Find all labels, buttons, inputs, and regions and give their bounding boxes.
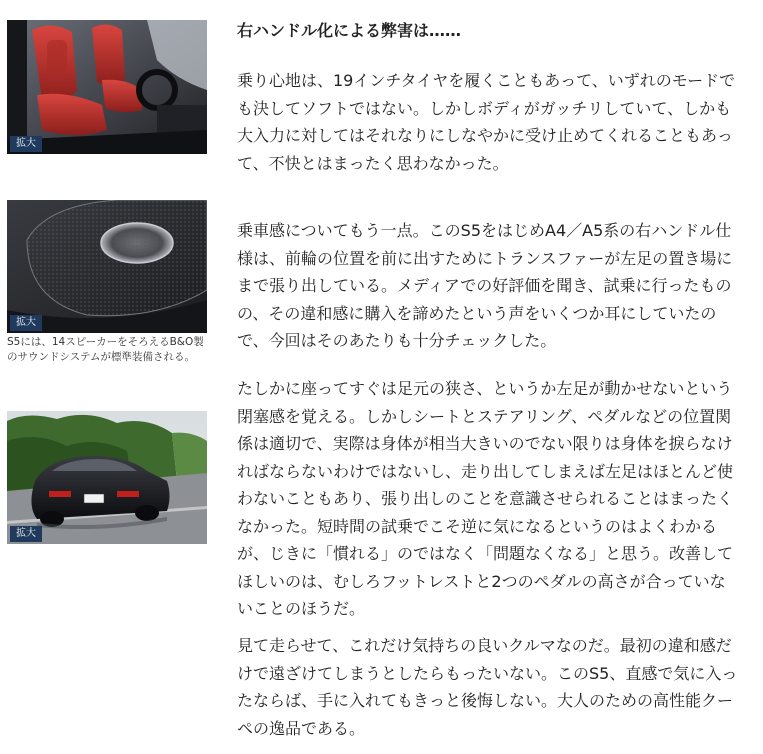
article-paragraph: たしかに座ってすぐは足元の狭さ、というか左足が動かせないという閉塞感を覚える。しかしシートとステアリング、ペダルなどの位置関係は適切で、実際は身体が相当大きいのでない限りは身体を捩らなければならないわけではないし、走り出してしまえば左足はほとんど使わないこともあり、張り出しのことを意識させられることはまったくなかった。短時間の試乗でこそ逆に気になるというのはよくわかるが、じきに「慣れる」のではなく「問題なくなる」と思う。改善してほしいのは、むしろフットレストと2つのペダルの高さが合っていないことのほうだ。 xyxy=(237,379,734,618)
car-driving-image xyxy=(7,411,207,544)
zoom-badge[interactable]: 拡大 xyxy=(10,526,42,542)
car-driving-photo[interactable] xyxy=(7,411,207,544)
article-paragraph: 乗車感についてもう一点。このS5をはじめA4／A5系の右ハンドル仕様は、前輪の位置を前に出すためにトランスファーが左足の置き場にまで張り出している。メディアでの好評価を聞き、試乗に行ったものの、その違和感に購入を諦めたという声をいくつか耳にしていたので、今回はそのあたりも十分チェックした。 xyxy=(237,221,733,350)
speaker-photo[interactable] xyxy=(7,200,207,333)
speaker-image xyxy=(7,200,207,333)
article-heading: 右ハンドル化による弊害は…… xyxy=(237,21,462,40)
article-paragraph: 見て走らせて、これだけ気持ちの良いクルマなのだ。最初の違和感だけで遠ざけてしまうとしたらもったいない。このS5、直感で気に入ったならば、手に入れてもきっと後悔しない。大人のための高性能クーペの逸品である。 xyxy=(237,636,738,738)
zoom-badge[interactable]: 拡大 xyxy=(10,315,42,331)
interior-seats-photo[interactable] xyxy=(7,20,207,154)
article-paragraph: 乗り心地は、19インチタイヤを履くこともあって、いずれのモードでも決してソフトではない。しかしボディがガッチリしていて、しかも大入力に対してはそれなりにしなやかに受け止めてくれることもあって、不快とはまったく思わなかった。 xyxy=(237,71,736,173)
zoom-badge[interactable]: 拡大 xyxy=(10,136,42,152)
interior-seats-image xyxy=(7,20,207,154)
article-body xyxy=(237,20,741,738)
speaker-photo-caption: S5には、14スピーカーをそろえるB&O製のサウンドシステムが標準装備される。 xyxy=(7,336,204,363)
